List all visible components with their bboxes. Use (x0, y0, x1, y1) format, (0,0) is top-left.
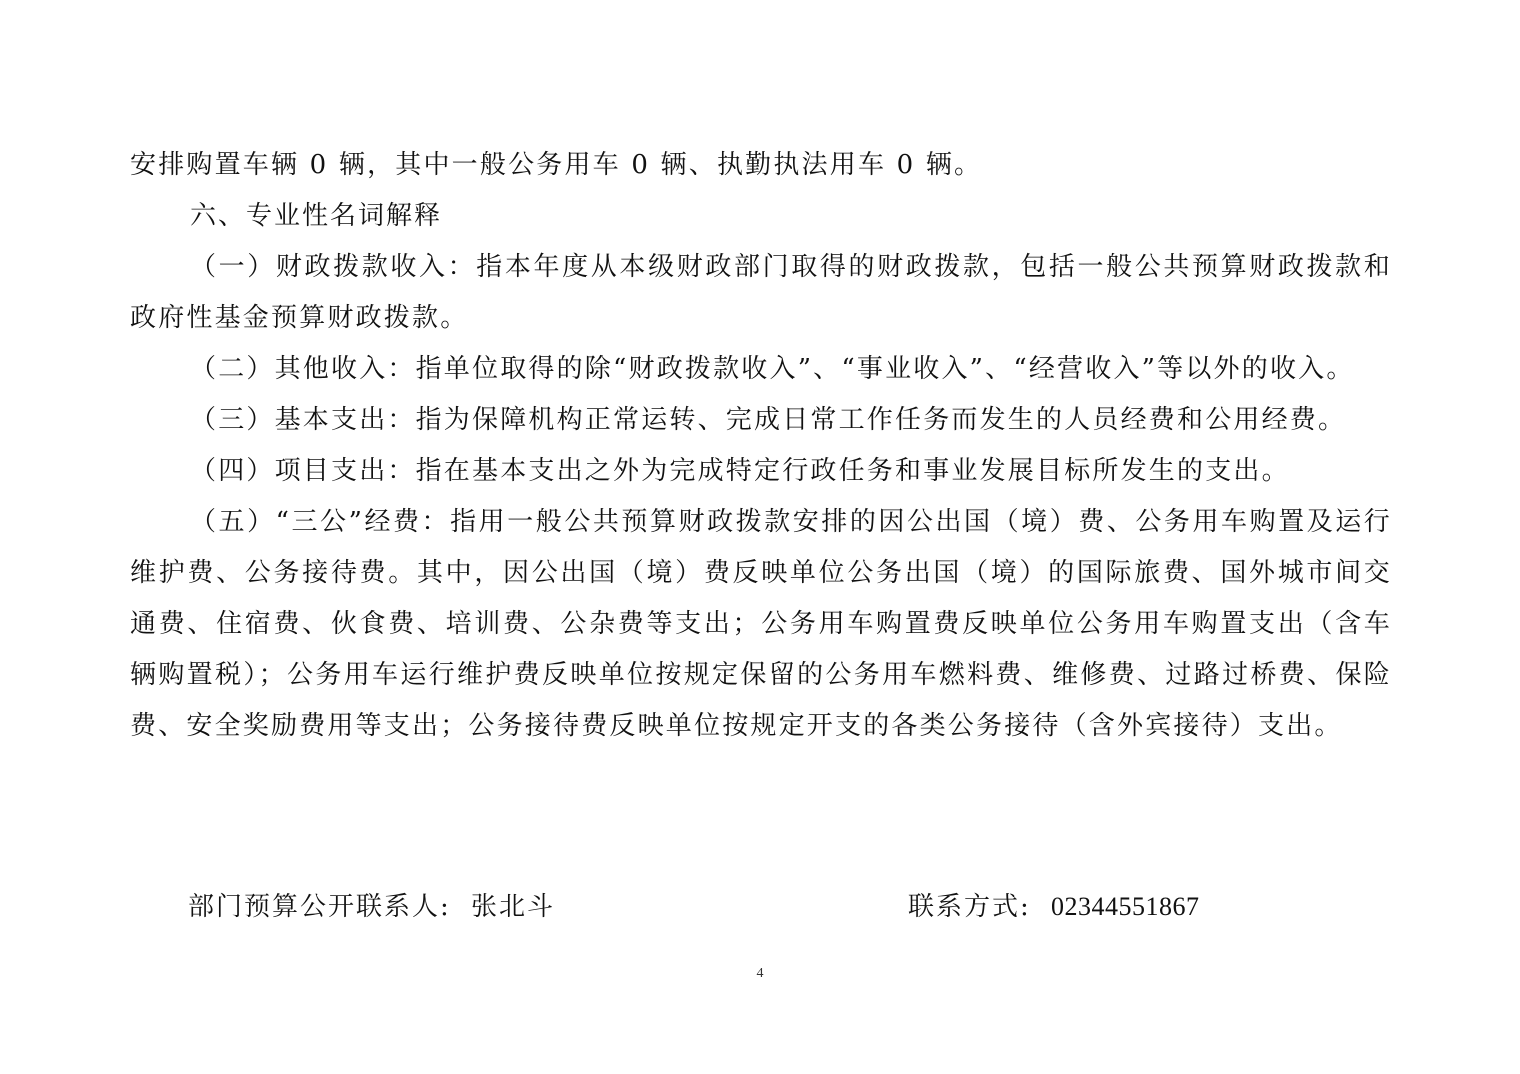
contact-person-label: 部门预算公开联系人: (188, 892, 451, 922)
document-body (130, 140, 1392, 752)
paragraph-vehicle-purchase: 安排购置车辆 0 辆，其中一般公务用车 0 辆、执勤执法用车 0 辆。 (130, 150, 983, 180)
paragraph-other-income: （二）其他收入：指单位取得的除“财政拨款收入”、“事业收入”、“经营收入”等以外的收入。 (190, 354, 1355, 384)
section-heading-terms: 六、专业性名词解释 (190, 201, 443, 231)
contact-phone-number: 02344551867 (1051, 892, 1200, 921)
paragraph-three-public-expenses: （五）“三公”经费：指用一般公共预算财政拨款安排的因公出国（境）费、公务用车购置及运行维护费、公务接待费。其中，因公出国（境）费反映单位公务出国（境）的国际旅费、国外城市间交通费、住宿费、伙食费、培训费、公杂费等支出；公务用车购置费反映单位公务用车购置支出（含车辆购置税）；公务用车运行维护费反映单位按规定保留的公务用车燃料费、维修费、过路过桥费、保险费、安全奖励费用等支出；公务接待费反映单位按规定开支的各类公务接待（含外宾接待）支出。 (130, 507, 1392, 741)
paragraph-project-expenditure: （四）项目支出：指在基本支出之外为完成特定行政任务和事业发展目标所发生的支出。 (190, 456, 1290, 486)
contact-person-name: 张北斗 (471, 892, 556, 922)
contact-person (188, 885, 555, 929)
contact-method (908, 885, 1200, 929)
contact-method-label: 联系方式: (908, 892, 1031, 922)
paragraph-basic-expenditure: （三）基本支出：指为保障机构正常运转、完成日常工作任务而发生的人员经费和公用经费。 (190, 405, 1347, 435)
paragraph-fiscal-appropriation-income: （一）财政拨款收入：指本年度从本级财政部门取得的财政拨款，包括一般公共预算财政拨款和政府性基金预算财政拨款。 (130, 252, 1392, 333)
page-number: 4 (756, 966, 764, 981)
